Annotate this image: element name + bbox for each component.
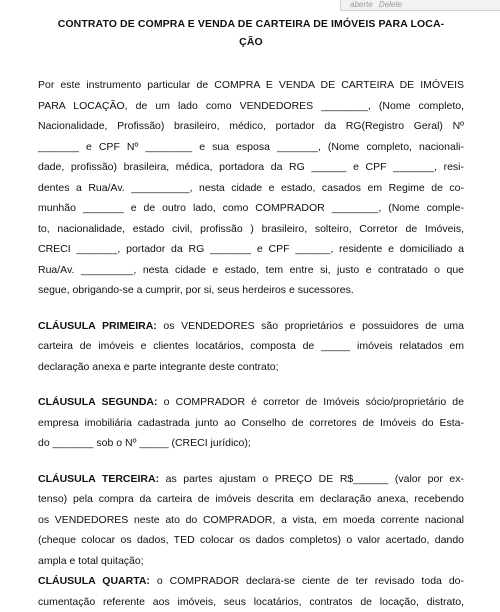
clause-line: cumentação referente aos imóveis, seus locatários, contratos de locação, distrato, [38,592,464,612]
clause-line: os VENDEDORES neste ato do COMPRADOR, a vista, em moeda corrente nacional [38,510,464,531]
clause-third [38,469,464,572]
clause-first [38,316,464,378]
clause-text: o COMPRADOR é corretor de Imóveis sócio/proprietário de [158,396,465,408]
intro-line: CRECI _______, portador da RG _______ e CPF ______, residente e domiciliado a [38,239,464,260]
clause-text: as partes ajustam o PREÇO DE R$______ (valor por ex- [159,473,464,485]
clause-heading: CLÁUSULA QUARTA: [38,575,150,587]
clause-heading: CLÁUSULA SEGUNDA: [38,396,158,408]
intro-line: Por este instrumento particular de COMPRA E VENDA DE CARTEIRA DE IMÓVEIS [38,75,464,96]
document-title-line-1: CONTRATO DE COMPRA E VENDA DE CARTEIRA DE IMÓVEIS PARA LOCA- [58,18,445,30]
intro-line: segue, obrigando-se a cumprir, por si, seus herdeiros e sucessores. [38,280,464,301]
intro-line: Rua/Av. _________, nesta cidade e estado, tem entre si, justo e contratado o que [38,260,464,281]
document-page [38,15,464,612]
clause-fourth [38,571,464,612]
clause-heading: CLÁUSULA PRIMEIRA: [38,320,157,332]
toolbar-tab [340,0,500,11]
clause-second [38,392,464,454]
open-link[interactable]: aberte [350,0,373,9]
intro-line: Nacionalidade, Profissão) brasileiro, médico, portador da RG(Registro Geral) Nº [38,116,464,137]
clause-line: carteira de imóveis e clientes locatários, composta de _____ imóveis relatados em [38,336,464,357]
intro-line: munhão _______ e de outro lado, como COMPRADOR ________, (Nome comple- [38,198,464,219]
intro-line: dade, profissão) brasileira, médica, portadora da RG ______ e CPF _______, resi- [38,157,464,178]
clause-line: tenso) pela compra da carteira de imóveis descrita em declaração anexa, recebendo [38,489,464,510]
intro-line: to, nacionalidade, estado civil, profissão ) brasileiro, solteiro, Corretor de Imóveis, [38,219,464,240]
document-title-line-2: ÇÃO [239,36,263,48]
intro-line: dentes a Rua/Av. __________, nesta cidade e estado, casados em Regime de co- [38,178,464,199]
intro-line: _______ e CPF Nº ________ e sua esposa _______, (Nome completo, nacionali- [38,137,464,158]
clause-text: os VENDEDORES são proprietários e possuidores de uma [157,320,464,332]
clause-line: do _______ sob o Nº _____ (CRECI jurídico); [38,433,464,454]
delete-link[interactable]: Delete [379,0,402,9]
clause-line: ampla e total quitação; [38,551,464,572]
clause-line: empresa imobiliária cadastrada junto ao Conselho de corretores de Imóveis do Esta- [38,413,464,434]
clause-text: o COMPRADOR declara-se ciente de ter revisado toda do- [150,575,464,587]
clause-heading: CLÁUSULA TERCEIRA: [38,473,159,485]
document-title [38,15,464,51]
clause-line: declaração anexa e parte integrante deste contrato; [38,357,464,378]
clause-line: (cheque colocar os dados, TED colocar os dados completos) o valor acertado, dando [38,530,464,551]
intro-paragraph [38,75,464,301]
intro-line: PARA LOCAÇÃO, de um lado como VENDEDORES ________, (Nome completo, [38,96,464,117]
